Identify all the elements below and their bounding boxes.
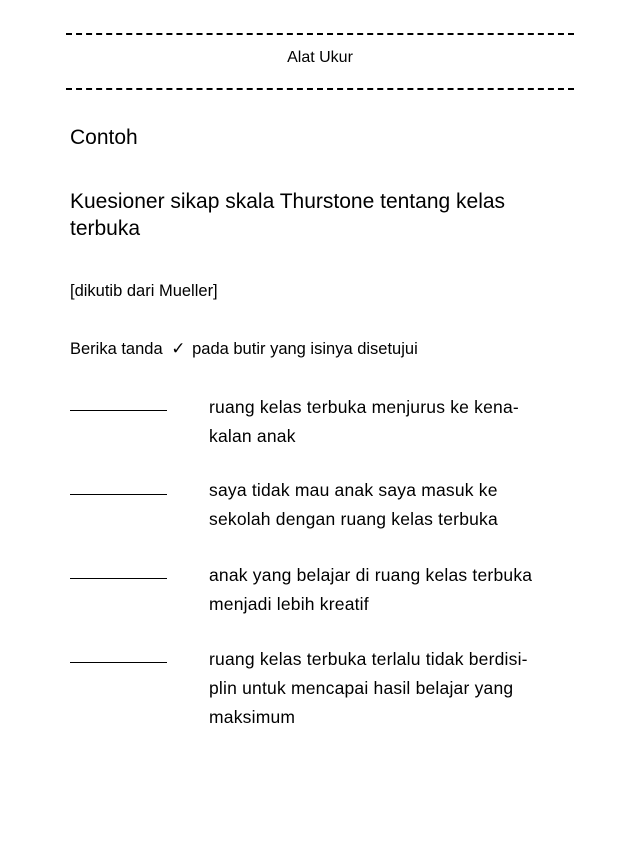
instruction [70, 338, 418, 360]
item-3-line-1: anak yang belajar di ruang kelas terbuka [209, 565, 533, 585]
source-note: [dikutib dari Mueller] [70, 282, 218, 300]
header-top-dashed-rule [66, 33, 574, 35]
item-2-line-2: sekolah dengan ruang kelas terbuka [209, 509, 498, 529]
example-label: Contoh [70, 126, 138, 149]
item-1-line-1: ruang kelas terbuka menjurus ke kena- [209, 397, 519, 417]
item-3-line-2: menjadi lebih kreatif [209, 594, 369, 614]
header-bottom-dashed-rule [66, 88, 574, 90]
header-title: Alat Ukur [287, 49, 353, 66]
answer-blank-1[interactable] [70, 410, 167, 411]
item-2-line-1: saya tidak mau anak saya masuk ke [209, 480, 498, 500]
questionnaire-title-line-2: terbuka [70, 217, 141, 240]
answer-blank-3[interactable] [70, 578, 167, 579]
instruction-text-after: pada butir yang isinya disetujui [192, 340, 418, 358]
checkmark-icon: ✓ [171, 339, 186, 358]
item-4-line-3: maksimum [209, 707, 296, 727]
answer-blank-4[interactable] [70, 662, 167, 663]
answer-blank-2[interactable] [70, 494, 167, 495]
instruction-text-before: Berika tanda [70, 340, 163, 358]
item-4-line-2: plin untuk mencapai hasil belajar yang [209, 678, 514, 698]
item-4-line-1: ruang kelas terbuka terlalu tidak berdisi- [209, 649, 528, 669]
questionnaire-title-line-1: Kuesioner sikap skala Thurstone tentang kelas [70, 190, 506, 213]
item-1-line-2: kalan anak [209, 426, 296, 446]
